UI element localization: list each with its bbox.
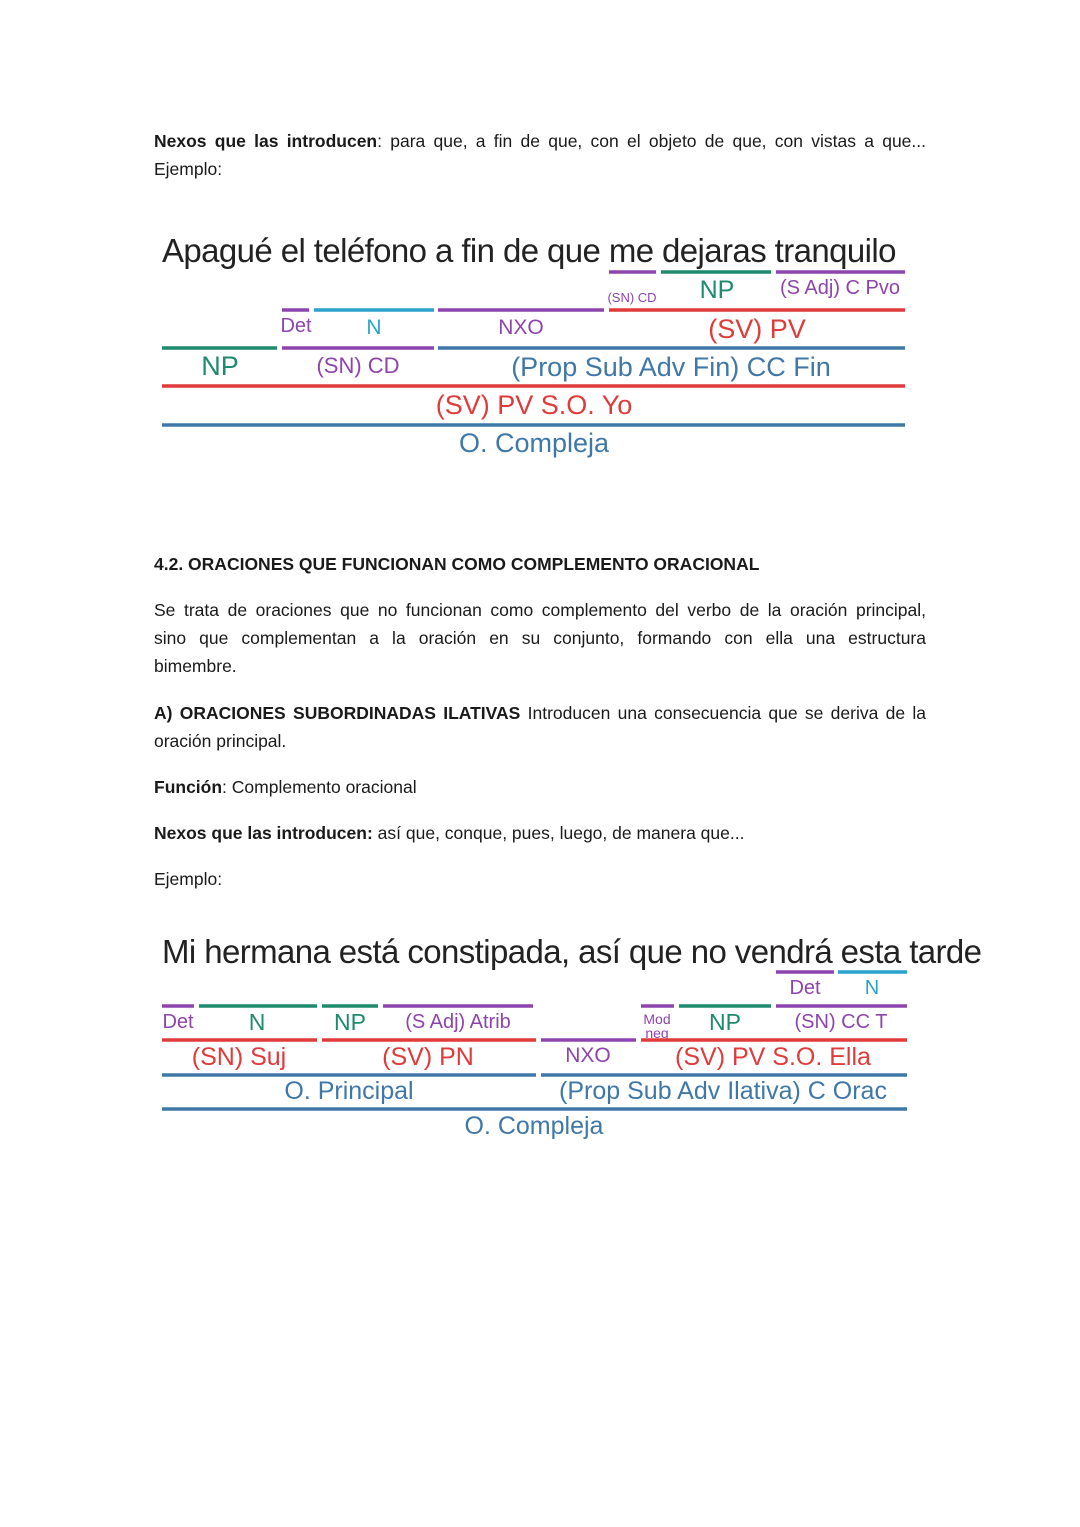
- label-d1-det: Det: [280, 315, 312, 337]
- paragraph-line-3: bimembre.: [154, 656, 237, 676]
- ilativas-heading: A) ORACIONES SUBORDINADAS ILATIVAS: [154, 703, 521, 723]
- label-d2-nxo: NXO: [565, 1044, 611, 1067]
- label-d2-np: NP: [334, 1009, 366, 1035]
- ilativas-line-1: [154, 699, 926, 727]
- label-d2-sadj-atrib: (S Adj) Atrib: [405, 1011, 511, 1033]
- label-d2-det-top: Det: [789, 977, 821, 999]
- intro-nexos-line: [154, 127, 926, 155]
- label-d1-np-left: NP: [201, 351, 239, 381]
- label-d2-neg: neg: [645, 1025, 669, 1041]
- label-d2-sn-cct: (SN) CC T: [794, 1011, 888, 1033]
- funcion-line: [154, 773, 926, 801]
- intro-nexos-text: : para que, a fin de que, con el objeto de que, con vistas a que...: [377, 131, 926, 151]
- label-d2-mod: Mod: [643, 1011, 671, 1027]
- label-d1-sn-cd: (SN) CD: [316, 353, 400, 378]
- label-d1-sv-pv-so-yo: (SV) PV S.O. Yo: [435, 390, 633, 420]
- funcion-text: : Complemento oracional: [222, 777, 417, 797]
- label-d2-n-top: N: [864, 977, 880, 999]
- paragraph-line-1: Se trata de oraciones que no funcionan como complemento del verbo de la oración principal,: [154, 600, 926, 620]
- label-d2-det: Det: [162, 1011, 194, 1033]
- label-d1-nxo: NXO: [498, 316, 544, 339]
- paragraph-line-2: sino que complementan a la oración en su conjunto, formando con ella una estructura: [154, 628, 926, 648]
- label-d2-o-compleja: O. Compleja: [464, 1112, 604, 1140]
- ilativas-text: Introducen una consecuencia que se deriva de la: [520, 703, 926, 723]
- label-d2-o-principal: O. Principal: [284, 1077, 414, 1105]
- label-d2-sv-pv-so-ella: (SV) PV S.O. Ella: [675, 1043, 871, 1071]
- label-d2-prop-sub-ilativa: (Prop Sub Adv Ilativa) C Orac: [559, 1077, 887, 1105]
- diagram1-sentence: Apagué el teléfono a fin de que me dejaras tranquilo: [162, 232, 896, 269]
- nexos-text: así que, conque, pues, luego, de manera que...: [372, 823, 745, 843]
- intro-nexos-label: Nexos que las introducen: [154, 131, 378, 151]
- label-d1-sv-pv: (SV) PV: [708, 314, 806, 344]
- label-d2-sn-suj: (SN) Suj: [191, 1043, 287, 1071]
- label-d1-sadj-cpvo: (S Adj) C Pvo: [779, 277, 901, 299]
- section-heading: 4.2. ORACIONES QUE FUNCIONAN COMO COMPLEMENTO ORACIONAL: [154, 554, 760, 574]
- nexos-line: [154, 819, 926, 847]
- label-d1-prop-sub-fin: (Prop Sub Adv Fin) CC Fin: [511, 352, 831, 382]
- ilativas-line-2: oración principal.: [154, 731, 287, 751]
- label-d2-sv-pn: (SV) PN: [382, 1043, 474, 1071]
- label-d1-n: N: [366, 316, 382, 339]
- label-d1-np-top: NP: [699, 276, 735, 304]
- diagram2-sentence: Mi hermana está constipada, así que no vendrá esta tarde: [162, 933, 982, 970]
- label-d1-sn-cd-small: (SN) CD: [607, 290, 657, 305]
- ejemplo-2: Ejemplo:: [154, 869, 223, 889]
- funcion-label: Función: [154, 777, 223, 797]
- label-d1-o-compleja: O. Compleja: [458, 428, 610, 458]
- intro-ejemplo: Ejemplo:: [154, 159, 223, 179]
- label-d2-np2: NP: [709, 1009, 741, 1035]
- nexos-label: Nexos que las introducen:: [154, 823, 373, 843]
- label-d2-n: N: [248, 1009, 266, 1035]
